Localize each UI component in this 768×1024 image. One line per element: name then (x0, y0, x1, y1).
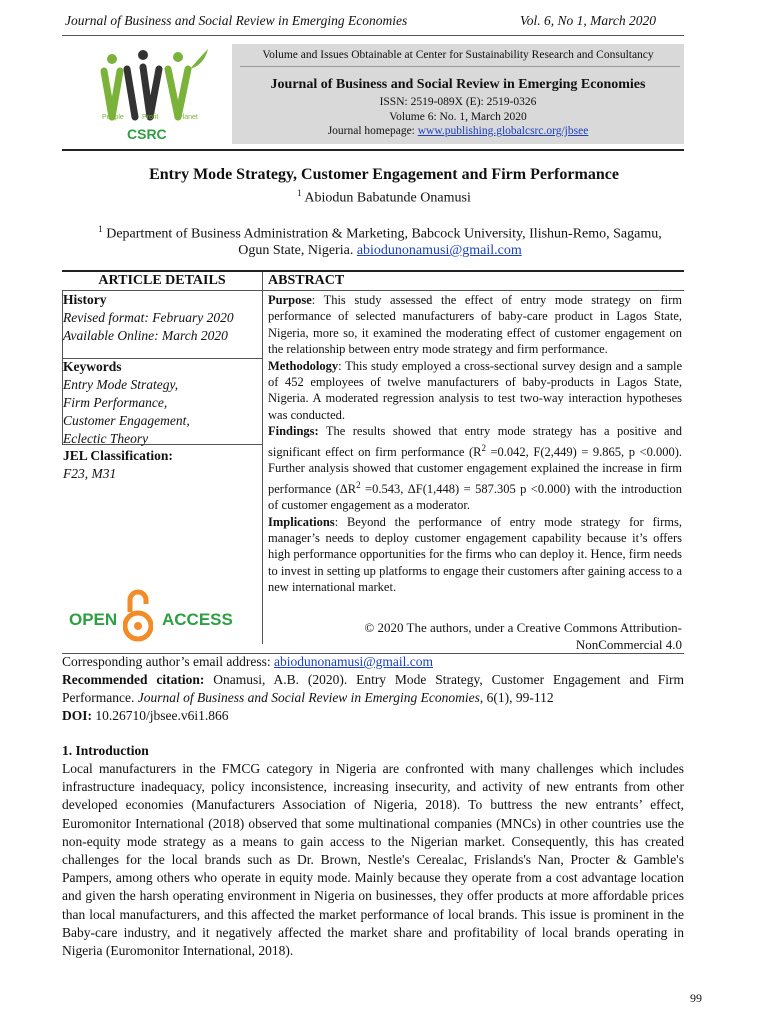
r-squared-sup: 2 (481, 442, 486, 453)
findings-text: =0.543, ΔF(1,448) = 587.305 p <0.000) with the introduction of customer engagement as a moderator. (268, 481, 682, 513)
article-author (62, 188, 706, 207)
running-volume: Vol. 6, No 1, March 2020 (520, 13, 656, 28)
affiliation-superscript: 1 (98, 224, 103, 234)
banner-bottom-rule (62, 149, 684, 151)
article-details-heading: ARTICLE DETAILS (98, 273, 226, 288)
citation-text: Onamusi, A.B. (2020). Entry Mode Strategy, Customer Engagement and Firm Performance. (62, 672, 684, 706)
affiliation-text: Department of Business Administration & Marketing, Babcock University, Ilishun-Remo, Sagamu, (106, 226, 662, 242)
findings-label: Findings: (268, 424, 319, 439)
corresponding-label: Corresponding author’s email address: (62, 654, 274, 669)
abstract-heading: ABSTRACT (268, 273, 345, 288)
introduction-paragraph: Local manufacturers in the FMCG category in Nigeria are confronted with many challenges which includes infrastructure inadequacy, policy inconsistence, increasing insecurity, and activity of new entrants from other developed economies (Manufacturers Association of Nigeria, 2018). To buttress the new entrants’ effect, Euromonitor International (2018) observed that some multinational companies (MNCs) in other countries use the non-equity mode strategy as a means to gain access to the Nigerian market. Consequently, this has created challenges for the local brands such as Dr. Brown, Nestle's Cerealac, Frislands's Nan, Procter & Gamble's Pampers, among others who operate in equity mode. Mainly because they operate from a cost advantage location and given the harsh operating environment in Nigeria on businesses, they offer products at more affordable prices than local manufacturers, and this affected the market performance of local brands. This issue is prominent in the Baby-care industry, and it negatively affected the market share and profitability of local brands operating in Nigeria (Euromonitor International, 2018). (62, 761, 684, 959)
homepage-label: Journal homepage: (327, 125, 418, 137)
csrc-logo (90, 47, 215, 145)
logo-word-people: People (102, 114, 124, 121)
logo-word-planet: Planet (178, 114, 198, 121)
findings-text: The results showed that entry mode strategy has a positive and significant effect on firm performance (R (268, 424, 682, 459)
jel-codes: F23, M31 (63, 466, 117, 481)
copyright-notice (268, 619, 682, 653)
purpose-label: Purpose (268, 293, 312, 307)
article-title: Entry Mode Strategy, Customer Engagement and Firm Performance (149, 166, 619, 183)
banner-journal-title: Journal of Business and Social Review in Emerging Economies (270, 77, 646, 92)
keyword-item: Eclectic Theory (63, 431, 149, 446)
abstract-body (268, 292, 682, 596)
abstract-findings (268, 423, 682, 513)
open-lock-icon (123, 586, 153, 646)
revised-format: Revised format: February 2020 (63, 310, 234, 325)
corresponding-author (62, 653, 684, 671)
open-access-logo (67, 586, 262, 646)
methodology-text: : This study employed a cross-sectional survey design and a sample of 452 employees of twelve manufacturers of baby-products in Lagos State, Nigeria. A moderated regression analysis to test two-way interaction hypotheses was conducted. (268, 358, 682, 422)
available-online: Available Online: March 2020 (63, 328, 228, 343)
header-rule (62, 35, 684, 36)
table-header-rule (62, 290, 684, 291)
table-column-divider (262, 272, 263, 644)
citation-volume: , 6(1), 99-112 (479, 690, 554, 706)
logo-word-profit: Profit (142, 114, 159, 121)
affiliation-email-link[interactable]: abiodunonamusi@gmail.com (356, 243, 522, 258)
banner-issn: ISSN: 2519-089X (E): 2519-0326 (379, 96, 537, 108)
citation-label: Recommended citation: (62, 672, 205, 687)
doi-label: DOI: (62, 708, 92, 723)
doi (62, 707, 684, 725)
page-number: 99 (690, 991, 702, 1005)
keyword-item: Customer Engagement, (63, 413, 190, 428)
corresponding-email-link[interactable]: abiodunonamusi@gmail.com (273, 654, 434, 669)
banner-volume: Volume 6: No. 1, March 2020 (389, 111, 527, 123)
copyright-line: © 2020 The authors, under a Creative Commons Attribution- (364, 620, 682, 635)
keyword-item: Firm Performance, (63, 395, 168, 410)
delta-r-squared-sup: 2 (356, 479, 361, 490)
banner-homepage (232, 125, 684, 137)
purpose-text: : This study assessed the effect of entry mode strategy on firm performance of selected manufacturers of baby-care product in Lagos State, Nigeria, more so, it examined the moderating effect of customer engagement on the relationship between entry mode strategy and firm performance. (268, 293, 682, 357)
methodology-label: Methodology (268, 358, 339, 373)
history-label: History (63, 292, 107, 307)
affiliation-line-1 (75, 224, 685, 243)
open-access-right-text: ACCESS (162, 610, 233, 629)
author-superscript: 1 (297, 188, 302, 198)
affiliation-line-2 (75, 243, 685, 259)
keyword-item: Entry Mode Strategy, (63, 377, 179, 392)
banner-publisher-line: Volume and Issues Obtainable at Center for Sustainability Research and Consultancy (262, 49, 654, 61)
affiliation-location: Ogun State, Nigeria. (238, 243, 357, 258)
copyright-line: NonCommercial 4.0 (575, 637, 682, 652)
keywords-label: Keywords (63, 359, 122, 374)
open-access-left-text: OPEN (69, 610, 118, 629)
abstract-purpose (268, 292, 682, 358)
citation-journal: Journal of Business and Social Review in Emerging Economies (137, 690, 480, 706)
doi-value: 10.26710/jbsee.v6i1.866 (92, 708, 229, 723)
implications-text: : Beyond the performance of entry mode strategy for firms, manager’s needs to deploy customer engagement capability because it’s offers high performance opportunities for the firms who can deploy it. Hence, firm needs to invest in setting up platforms to engage their customers after gaining access to a new international market. (268, 514, 682, 595)
abstract-methodology (268, 358, 682, 424)
findings-text: =0.042, F(2,449) = 9.865, p <0.000). Further analysis showed that customer engagement explained the increase in firm performance (ΔR (268, 444, 683, 496)
table-top-rule (62, 270, 684, 272)
section-heading-introduction: 1. Introduction (62, 743, 149, 758)
implications-label: Implications (268, 514, 335, 529)
recommended-citation (62, 671, 684, 707)
jel-label: JEL Classification: (63, 448, 173, 463)
logo-acronym: CSRC (127, 126, 167, 142)
author-name: Abiodun Babatunde Onamusi (304, 190, 471, 206)
running-journal-title: Journal of Business and Social Review in Emerging Economies (65, 13, 408, 28)
homepage-link[interactable]: www.publishing.globalcsrc.org/jbsee (417, 125, 589, 137)
banner-rule (240, 66, 680, 67)
abstract-implications (268, 514, 682, 596)
